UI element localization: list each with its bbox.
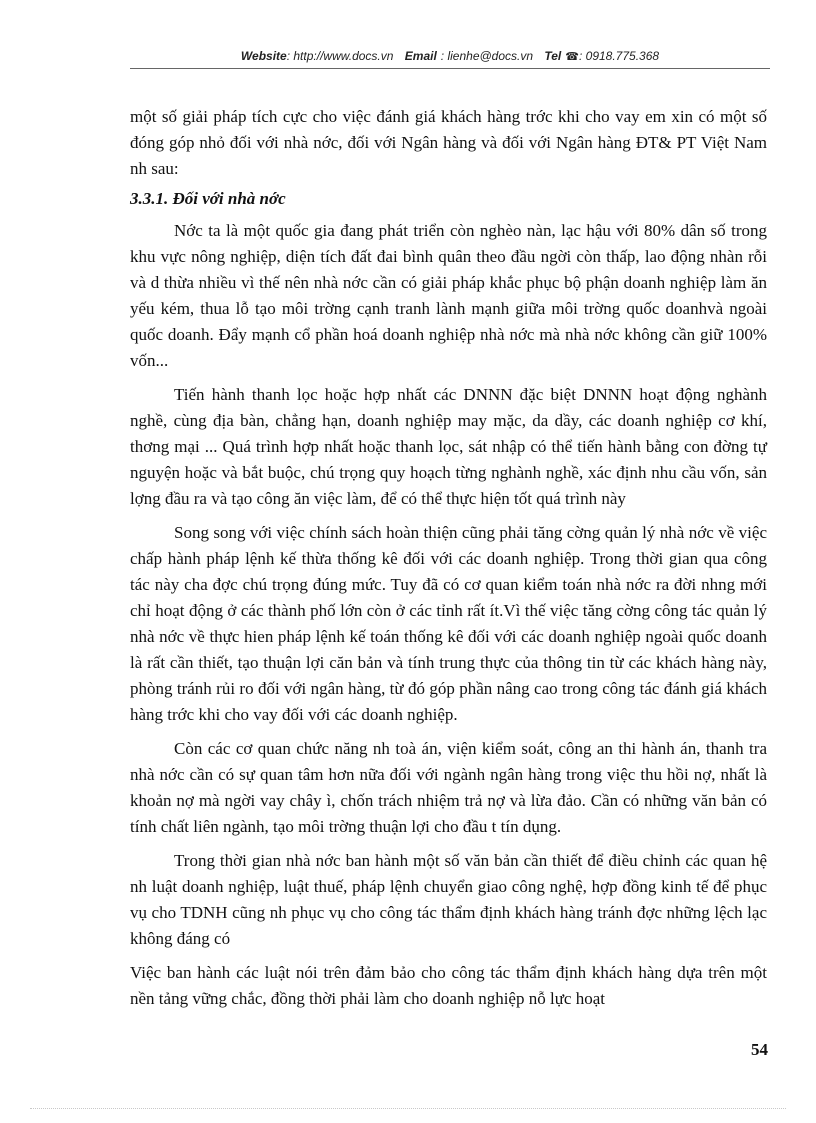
tel-label: Tel (544, 49, 562, 63)
page-header (130, 47, 770, 69)
body-paragraph: Còn các cơ quan chức năng nh toà án, viện kiểm soát, công an thi hành án, thanh tra nhà nớc cần có sự quan tâm hơn nữa đối với ngành ngân hàng trong việc thu hồi nợ, nhất là khoản nợ mà ngời vay chây ì, chốn trách nhiệm trả nợ và lừa đảo. Cần có những văn bản có tính chất liên ngành, tạo môi trờng thuận lợi cho đầu t tín dụng. (130, 739, 767, 836)
body-paragraph: Nớc ta là một quốc gia đang phát triển còn nghèo nàn, lạc hậu với 80% dân số trong khu vực nông nghiệp, diện tích đất đai bình quân theo đầu ngời còn thấp, lao động nhàn rỗi và d thừa nhiều vì thế nên nhà nớc cần có giải pháp khắc phục bộ phận doanh nghiệp làm ăn yếu kém, thua lỗ tạo môi trờng cạnh tranh lành mạnh giữa môi trờng quốc doanhvà ngoài quốc doanh. Đẩy mạnh cổ phần hoá doanh nghiệp nhà nớc mà nhà nớc không cần giữ 100% vốn... (130, 221, 767, 370)
document-body (130, 104, 767, 1012)
website-value: : http://www.docs.vn (286, 49, 394, 63)
website-label: Website (240, 49, 287, 63)
footer-divider (30, 1108, 786, 1109)
section-title: 3.3.1. Đối với nhà nớc (130, 189, 286, 208)
body-paragraph: Trong thời gian nhà nớc ban hành một số văn bản cần thiết để điều chỉnh các quan hệ nh luật doanh nghiệp, luật thuế, pháp lệnh chuyển giao công nghệ, hợp đồng kinh tế để phục vụ cho TDNH cũng nh phục vụ cho công tác thẩm định khách hàng tránh đợc những lệch lạc không đáng có (130, 851, 767, 948)
email-label: Email (404, 49, 437, 63)
tel-value: : 0918.775.368 (578, 49, 660, 63)
body-paragraph: Song song với việc chính sách hoàn thiện cũng phải tăng cờng quản lý nhà nớc về việc chấp hành pháp lệnh kế thừa thống kê đối với các doanh nghiệp. Trong thời gian qua công tác này cha đợc chú trọng đúng mức. Tuy đã có cơ quan kiểm toán nhà nớc ra đời nhng mới chỉ hoạt động ở các thành phố lớn còn ở các tỉnh rất ít.Vì thế việc tăng cờng công tác quản lý nhà nớc về thực hien pháp lệnh kế toán thống kê đối với các doanh nghiệp ngoài quốc doanh là rất cần thiết, tạo thuận lợi căn bản và tính trung thực của thông tin từ các khách hàng này, phòng tránh rủi ro đối với ngân hàng, từ đó góp phần nâng cao trong công tác đánh giá khách hàng trớc khi cho vay đối với các doanh nghiệp. (130, 523, 767, 724)
intro-paragraph: một số giải pháp tích cực cho việc đánh giá khách hàng trớc khi cho vay em xin có một số đóng góp nhỏ đối với nhà nớc, đối với Ngân hàng và đối với Ngân hàng ĐT& PT Việt Nam nh sau: (130, 107, 767, 178)
page-number: 54 (751, 1040, 768, 1059)
phone-icon: ☎ (565, 51, 579, 63)
email-value: : lienhe@docs.vn (440, 49, 534, 63)
closing-paragraph: Việc ban hành các luật nói trên đảm bảo cho công tác thẩm định khách hàng dựa trên một nền tảng vững chắc, đồng thời phải làm cho doanh nghiệp nỗ lực hoạt (130, 963, 767, 1008)
body-paragraph: Tiến hành thanh lọc hoặc hợp nhất các DNNN đặc biệt DNNN hoạt động nghành nghề, cùng địa bàn, chẳng hạn, doanh nghiệp may mặc, da dầy, các doanh nghiệp cơ khí, thơng mại ... Quá trình hợp nhất hoặc thanh lọc, sát nhập có thể tiến hành bằng con đờng tự nguyện hoặc và bắt buộc, chú trọng quy hoạch từng nghành nghề, xác định nhu cầu vốn, sản lợng đầu ra và tạo công ăn việc làm, để có thể thực hiện tốt quá trình này (130, 385, 767, 508)
